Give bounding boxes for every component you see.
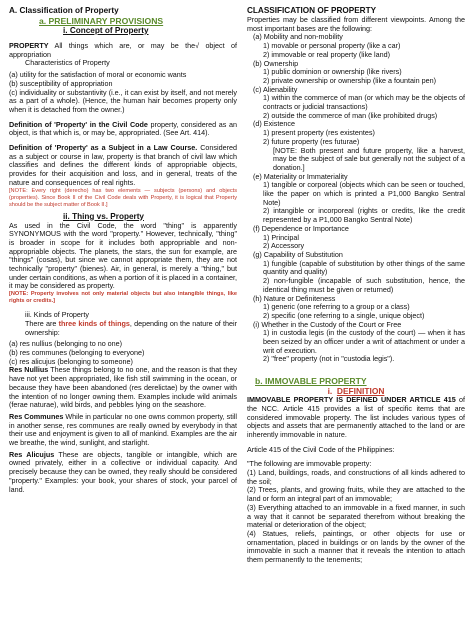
article-415-item: (3) Everything attached to an immovable in a fixed manner, in such a way that it cannot be separated therefrom without breaking the material or deterioration of the object; [247,502,465,530]
classification-item: 1) tangible or corporeal (objects which can be seen or touched, like the paper on which is printed a P1,000 Bangko Sentral Note) [263,180,465,207]
classification-item: 2) immovable or real property (like land) [263,49,391,59]
kind-a: (a) res nullius (belonging to no one) [9,339,123,349]
classification-basis: (g) Capability of Substitution [253,249,343,259]
classification-item: 2) Accessory [263,241,305,251]
classification-item: 2) non-fungible (incapable of such substitution, hence, the identical thing must be given or returned) [263,276,465,294]
heading-concept: i. Concept of Property [63,26,149,35]
immovable-heading: b. IMMOVABLE PROPERTY [255,376,367,387]
classification-basis: (c) Alienability [253,84,298,94]
classification-item: 2) "free" property (not in "custodia legis"). [263,354,395,364]
classification-item: 2) outside the commerce of man (like prohibited drugs) [263,110,438,120]
classification-basis: (d) Existence [253,119,295,129]
right-column [247,6,465,565]
classification-item: 1) generic (one referring to a group or a class) [263,302,410,312]
classification-list [247,33,465,364]
article-415-item: (4) Statues, reliefs, paintings, or other objects for use or ornamentation, placed in buildings or on lands by the owner of the immovable in such a manner that it reveals the intention to attach them permanently to the tenements; [247,528,465,565]
article-415-item: (1) Land, buildings, roads, and constructions of all kinds adhered to the soil; [247,468,465,486]
note-elements: [NOTE: Every right (derecho) has two elements — subjects (persons) and objects (properties). Since Book II of the Civil Code deals with Property, it is logical that Property should be the subject matter of Book II.] [9,187,237,208]
classification-item: 1) movable or personal property (like a car) [263,41,401,51]
classification-basis: (f) Dependence or Importance [253,223,349,233]
res-alicujus: Res Alicujus These are objects, tangible or intangible, which are owned privately, either in a collective or individual capacity. And precisely because they can be owned, they really should be considered "property." Examples: your book, your shares of stock, your parcel of land. [9,449,237,494]
res-nullius: Res Nullius These things belong to no one, and the reason is that they have not yet been appropriated, like fish still swimming in the ocean, or because they have been abandoned (res derelictae) by the owner with the intention of no longer owning them. Examples include wild animals (ferae naturae), wild birds, and pebbles lying on the seashore. [9,365,237,410]
kind-b: (b) res communes (belonging to everyone) [9,347,145,357]
classification-item: 1) public dominion or ownership (like rivers) [263,67,402,77]
definition-heading: i. DEFINITION [327,386,385,397]
section-heading-a: A. Classification of Property [9,6,119,15]
classification-item: 2) intangible or incorporeal (rights or credits, like the credit represented by a P1,000 Bangko Sentral Note) [263,206,465,225]
article-415-item: (2) Trees, plants, and growing fruits, while they are attached to the land or form an integral part of an immovable; [247,485,465,504]
subsection-heading: a. PRELIMINARY PROVISIONS [39,16,164,26]
heading-kinds: iii. Kinds of Property [25,310,89,320]
classification-item: 1) present property (res existentes) [263,128,375,138]
characteristic-b: (b) susceptibility of appropriation [9,78,113,88]
characteristic-c: (c) individuality or substantivity (i.e., it can exist by itself, and not merely as a part of a whole). (Hence, the human hair becomes property only when it is detached from the owner.) [9,87,237,114]
characteristics-label: Characteristics of Property [25,58,110,68]
article-415-lead: "The following are immovable property: [247,459,372,469]
classification-item: 1) within the commerce of man (or which may be the objects of contracts or judicial transactions) [263,93,465,112]
definition-law-course: Definition of 'Property' as a Subject in a Law Course. Considered as a subject or course in law, property is that branch of civil law which classifies and defines the different kinds of appropriable objects, provides for their acquisition and loss, and in general, treats of the nature and consequences of real rights. [9,143,237,187]
classification-item: 2) specific (one referring to a single, unique object) [263,310,425,320]
article-415-list [247,469,465,565]
thing-vs-property-text: As used in the Civil Code, the word "thing" is apparently SYNONYMOUS with the word "property." However, technically, "thing" is broader in scope for it includes both appropriable and non-appropriable objects. The planets, the stars, the sun for example, are "things" (cosas), but since we cannot appropriate them, they are not technically "property" (bienes). Air, in general, is merely a "thing," but under certain conditions, as when a portion of it is placed in a container, it may be considered as property. [9,220,237,291]
classification-item: 1) in custodia legis (in the custody of the court) — when it has been seized by an officer under a writ of attachment or under a writ of execution. [263,328,465,355]
heading-thing-vs-property: ii. Thing vs. Property [63,211,144,221]
note-intangible: [NOTE: Property involves not only material objects but also intangible things, like rights or credits.] [9,291,237,305]
classification-basis: (i) Whether in the Custody of the Court or Free [253,319,402,329]
classification-basis: (a) Mobility and non-mobility [253,32,343,42]
classification-basis: (b) Ownership [253,58,299,68]
classification-basis: (e) Materiality or Immateriality [253,171,348,181]
classification-intro: Properties may be classified from different viewpoints. Among the most important bases are the following: [247,15,465,33]
definition-civil-code: Definition of 'Property' in the Civil Code property, considered as an object, is that which is, or may be, appropriated. (See Art. 414). [9,119,237,138]
classification-item: 1) fungible (capable of substitution by other things of the same quantity and quality) [263,258,465,277]
classification-basis: (h) Nature or Definiteness [253,293,336,303]
property-definition: PROPERTY All things which are, or may be the√ object of appropriation [9,41,237,59]
classification-item: 1) Principal [263,232,299,242]
classification-item: 2) private ownership or ownership (like a fountain pen) [263,75,436,85]
classification-item: 2) future property (res futurae) [263,136,360,146]
kinds-intro: There are three kinds of things, depending on the nature of their ownership: [25,318,237,337]
classification-item: [NOTE: Both present and future property, like a harvest, may be the subject of sale but generally not the subject of a donation.] [273,145,465,172]
classification-heading: CLASSIFICATION OF PROPERTY [247,6,377,15]
left-column [9,6,237,494]
kind-c: (c) res alicujus (belonging to someone) [9,356,133,366]
article-415-intro: Article 415 of the Civil Code of the Philippines: [247,444,395,454]
characteristic-a: (a) utility for the satisfaction of moral or economic wants [9,70,187,80]
res-communes: Res Communes While in particular no one owns common property, still in another sense, res communes are really owned by everybody in that their use and enjoyment is given to all of mankind. Examples are the air we breathe, the wind, sunlight, and starlight. [9,411,237,448]
immovable-definition: IMMOVABLE PROPERTY IS DEFINED UNDER ARTICLE 415 of the NCC. Article 415 provides a list of specific items that are considered immovable property. The list includes various types of objects and assets that are permanently attached to the land or are inherently immovable in nature. [247,395,465,439]
